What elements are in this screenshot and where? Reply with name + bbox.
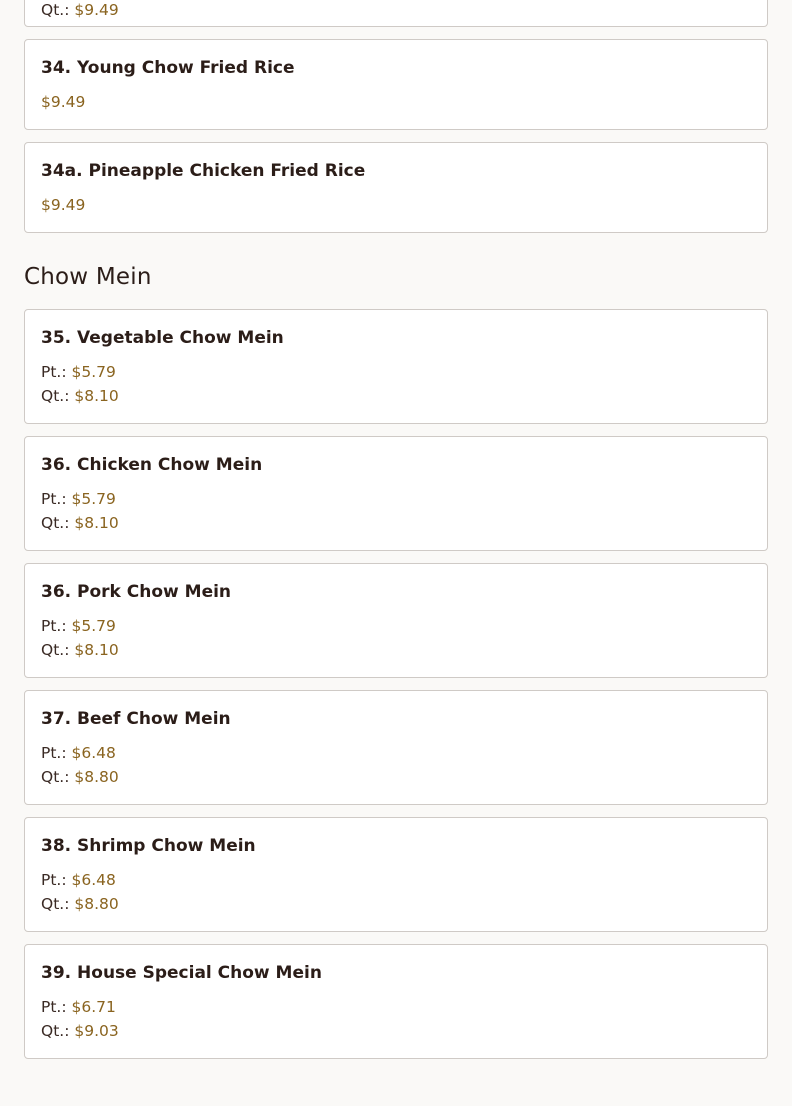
item-name: 35. Vegetable Chow Mein: [41, 328, 284, 348]
price-line-pt: [41, 487, 751, 511]
item-name: 34. Young Chow Fried Rice: [41, 58, 295, 78]
menu-item-card[interactable]: [24, 817, 768, 932]
price-list: [41, 741, 751, 789]
price-label: Pt.:: [41, 998, 67, 1016]
price-label: Qt.:: [41, 1022, 70, 1040]
item-name: 36. Pork Chow Mein: [41, 582, 232, 602]
price-line-qt: [41, 384, 751, 408]
item-name: 39. House Special Chow Mein: [41, 963, 322, 983]
price-value: $8.80: [74, 895, 119, 913]
price-label: Qt.:: [41, 895, 70, 913]
price-line-qt: [41, 511, 751, 535]
menu-item-card[interactable]: [24, 563, 768, 678]
price-line-qt: [41, 892, 751, 916]
item-name: 34a. Pineapple Chicken Fried Rice: [41, 161, 366, 181]
price-line: [41, 90, 751, 114]
price-label: Qt.:: [41, 768, 70, 786]
price-value: $5.79: [71, 617, 116, 635]
price-list: [41, 868, 751, 916]
price-value: $8.10: [74, 387, 119, 405]
item-name: 36. Chicken Chow Mein: [41, 455, 263, 475]
price-list: [41, 614, 751, 662]
price-line-pt: [41, 868, 751, 892]
price-label: Pt.:: [41, 617, 67, 635]
price-line-qt: [41, 0, 751, 22]
price-list: [41, 487, 751, 535]
price-value: $9.49: [41, 93, 86, 111]
price-value: $6.71: [71, 998, 116, 1016]
price-value: $6.48: [71, 871, 116, 889]
price-line: [41, 193, 751, 217]
price-list: [41, 995, 751, 1043]
price-line-pt: [41, 995, 751, 1019]
price-line-pt: [41, 741, 751, 765]
price-line-pt: [41, 614, 751, 638]
menu-item-card[interactable]: [24, 0, 768, 27]
price-line-qt: [41, 765, 751, 789]
menu-item-card[interactable]: [24, 944, 768, 1059]
section-title-chow-mein: Chow Mein: [24, 264, 152, 290]
price-label: Qt.:: [41, 387, 70, 405]
price-list: [41, 193, 751, 217]
price-value: $6.48: [71, 744, 116, 762]
price-list: [41, 360, 751, 408]
price-value: $5.79: [71, 363, 116, 381]
price-value: $8.80: [74, 768, 119, 786]
price-label: Pt.:: [41, 744, 67, 762]
price-value: $8.10: [74, 514, 119, 532]
menu-content: [24, 0, 768, 1071]
price-label: Pt.:: [41, 871, 67, 889]
price-line-pt: [41, 360, 751, 384]
menu-item-card[interactable]: [24, 142, 768, 233]
item-name: 38. Shrimp Chow Mein: [41, 836, 256, 856]
price-label: Qt.:: [41, 1, 70, 19]
price-value: $9.49: [41, 196, 86, 214]
price-label: Qt.:: [41, 514, 70, 532]
price-line-qt: [41, 638, 751, 662]
price-value: $9.03: [74, 1022, 119, 1040]
price-label: Qt.:: [41, 641, 70, 659]
price-value: $8.10: [74, 641, 119, 659]
menu-item-card[interactable]: [24, 39, 768, 130]
price-line-qt: [41, 1019, 751, 1043]
price-value: $5.79: [71, 490, 116, 508]
menu-item-card[interactable]: [24, 309, 768, 424]
item-name: 37. Beef Chow Mein: [41, 709, 231, 729]
price-label: Pt.:: [41, 363, 67, 381]
menu-item-card[interactable]: [24, 436, 768, 551]
price-list: [41, 90, 751, 114]
price-label: Pt.:: [41, 490, 67, 508]
price-value: $9.49: [74, 1, 119, 19]
menu-item-card[interactable]: [24, 690, 768, 805]
